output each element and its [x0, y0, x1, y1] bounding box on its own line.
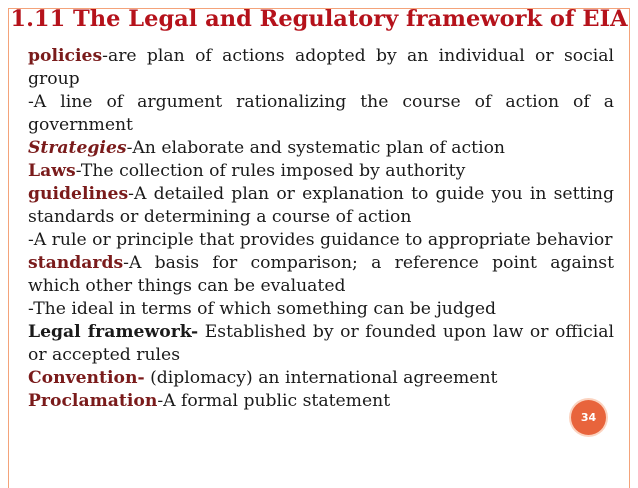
definition-standards — [28, 252, 614, 298]
definitions-list — [28, 45, 614, 413]
definition-guidelines — [28, 183, 614, 229]
definition-laws — [28, 160, 614, 183]
definition-convention — [28, 367, 614, 390]
definition-legal-framework — [28, 321, 614, 367]
term-label: guidelines — [28, 184, 129, 204]
page-number-badge: 34 — [571, 400, 606, 435]
definition-text: -The collection of rules imposed by authority — [75, 161, 466, 181]
definition-text: (diplomacy) an international agreement — [144, 368, 498, 388]
term-label: Legal framework- — [28, 322, 199, 342]
definition-text: -The ideal in terms of which something can be judged — [28, 299, 497, 319]
term-label: standards — [28, 253, 124, 273]
term-label: policies — [28, 46, 103, 66]
definition-standards-2 — [28, 298, 614, 321]
term-label: Laws — [28, 161, 76, 181]
definition-policies-2 — [28, 91, 614, 137]
definition-text: -A detailed plan or explanation to guide you in setting standards or determining a course of action — [28, 184, 614, 227]
definition-policies — [28, 45, 614, 91]
definition-text: -are plan of actions adopted by an individual or social group — [28, 46, 614, 89]
definition-text: -A basis for comparison; a reference point against which other things can be evaluated — [28, 253, 614, 296]
term-label: Convention- — [28, 368, 145, 388]
definition-text: -A formal public statement — [157, 391, 391, 411]
definition-text: Established by or founded upon law or official or accepted rules — [28, 322, 614, 365]
definition-proclamation — [28, 390, 614, 413]
definition-text: -An elaborate and systematic plan of action — [126, 138, 505, 158]
definition-text: -A rule or principle that provides guidance to appropriate behavior — [28, 230, 613, 250]
slide-title: 1.11 The Legal and Regulatory framework of EIA — [10, 6, 628, 32]
definition-text: -A line of argument rationalizing the course of action of a government — [28, 92, 614, 135]
term-label: Strategies — [28, 138, 127, 158]
definition-strategies — [28, 137, 614, 160]
term-label: Proclamation — [28, 391, 158, 411]
definition-guidelines-2 — [28, 229, 614, 252]
